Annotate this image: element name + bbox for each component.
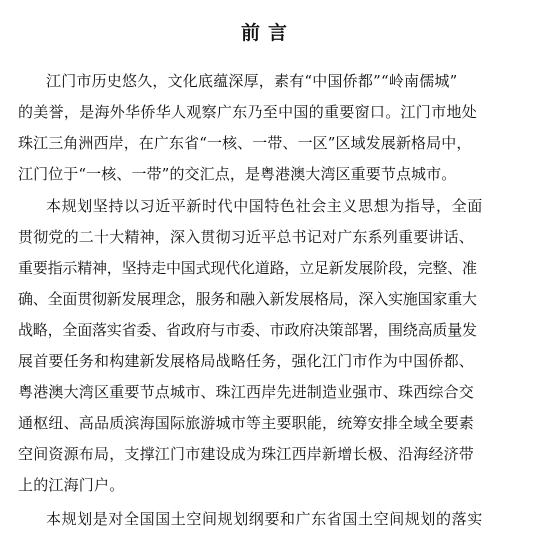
paragraph-2-line-2: 贯彻党的二十大精神，深入贯彻习近平总书记对广东系列重要讲话、: [18, 228, 475, 246]
paragraph-2-line-4: 确、全面贯彻新发展理念，服务和融入新发展格局，深入实施国家重大: [18, 290, 477, 308]
page-title: 前言: [240, 22, 295, 44]
paragraph-2-line-10: 上的江海门户。: [18, 476, 125, 494]
paragraph-2-line-3: 重要指示精神，坚持走中国式现代化道路，立足新发展阶段，完整、准: [18, 259, 477, 277]
paragraph-2-line-6: 展首要任务和构建新发展格局战略任务，强化江门市作为中国侨都、: [18, 352, 475, 370]
paragraph-1-line-3: 珠江三角洲西岸，在广东省“一核、一带、一区”区域发展新格局中，: [18, 134, 472, 152]
paragraph-1-line-4: 江门位于“一核、一带”的交汇点，是粤港澳大湾区重要节点城市。: [18, 165, 457, 183]
paragraph-1-line-2: 的美誉，是海外华侨华人观察广东乃至中国的重要窗口。江门市地处: [18, 103, 478, 121]
paragraph-2-line-7: 粤港澳大湾区重要节点城市、珠江西岸先进制造业强市、珠西综合交: [18, 383, 475, 401]
paragraph-2-line-8: 通枢纽、高品质滨海国际旅游城市等主要职能，统筹安排全域全要素: [18, 414, 475, 432]
paragraph-2-line-9: 空间资源布局，支撑江门市建设成为珠江西岸新增长极、沿海经济带: [18, 445, 475, 463]
paragraph-3-line-1: 本规划是对全国国土空间规划纲要和广东省国土空间规划的落实: [46, 510, 483, 528]
paragraph-2-line-1: 本规划坚持以习近平新时代中国特色社会主义思想为指导，全面: [46, 197, 483, 215]
paragraph-1-line-1: 江门市历史悠久，文化底蕴深厚，素有“中国侨都”“岭南儒城”: [46, 72, 458, 90]
paragraph-2-line-5: 战略，全面落实省委、省政府与市委、市政府决策部署，围绕高质量发: [18, 321, 477, 339]
